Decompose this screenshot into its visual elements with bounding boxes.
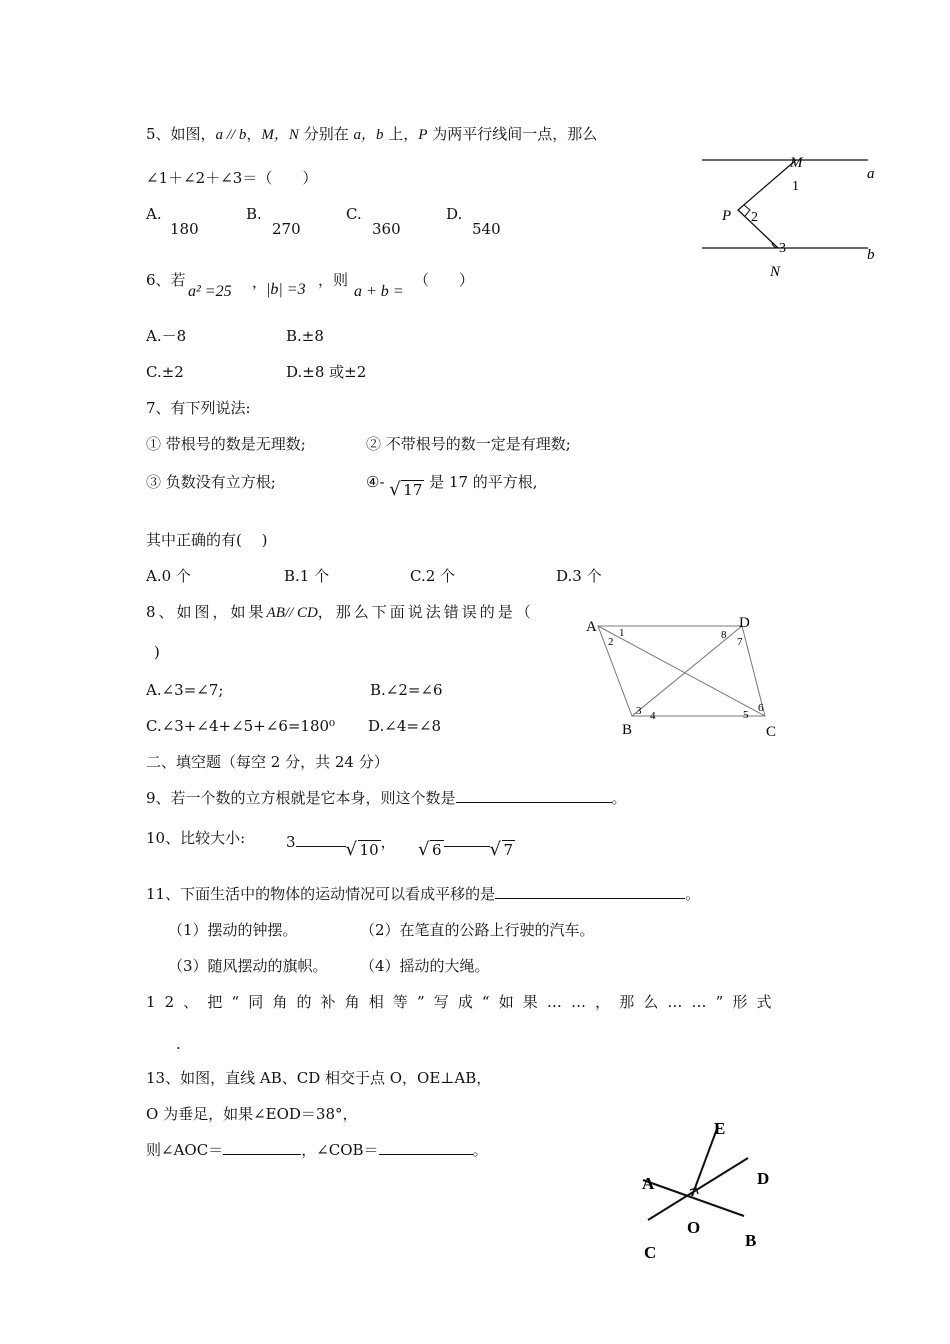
line-cd bbox=[648, 1158, 748, 1220]
q5-expression: ∠1＋∠2＋∠3＝（ ） bbox=[146, 169, 318, 187]
q11: 11、下面生活中的物体的运动情况可以看成平移的是 。 bbox=[146, 885, 701, 903]
label-B: B bbox=[745, 1231, 757, 1250]
q10-blank-1[interactable] bbox=[296, 836, 346, 847]
q11-option-2: （2）在笔直的公路上行驶的汽车。 bbox=[360, 921, 595, 939]
q7-statement-4: ④- √ 17 是 17 的平方根, bbox=[366, 473, 538, 500]
q5-value-c: 360 bbox=[372, 220, 401, 238]
q11-option-1: （1）摆动的钟摆。 bbox=[168, 921, 298, 939]
q8-stem: 8、如图，如果AB// CD，那么下面说法错误的是（ bbox=[146, 603, 534, 621]
q7-option-a: A.0 个 bbox=[146, 567, 191, 585]
q6-option-a: A.－8 bbox=[146, 327, 187, 345]
q13-blank-cob[interactable] bbox=[379, 1140, 473, 1155]
label-A: A bbox=[642, 1174, 655, 1193]
q10-compare-1: 3 √ 10 ， bbox=[286, 833, 396, 860]
q8-option-d: D.∠4=∠8 bbox=[368, 717, 442, 735]
label-E: E bbox=[714, 1119, 726, 1138]
q7-statement-1: ① 带根号的数是无理数; bbox=[146, 435, 306, 453]
label-1: 1 bbox=[792, 179, 799, 194]
label-8: 8 bbox=[721, 629, 727, 641]
q8-close: ) bbox=[154, 643, 160, 661]
label-5: 5 bbox=[743, 709, 749, 721]
path-mpn bbox=[738, 160, 796, 248]
q6-option-c: C.±2 bbox=[146, 363, 184, 381]
label-a: a bbox=[867, 166, 875, 182]
q5-option-a: A. bbox=[146, 205, 162, 223]
label-3: 3 bbox=[636, 705, 642, 717]
q13-line-2: O 为垂足，如果∠EOD＝38°， bbox=[146, 1105, 358, 1123]
q6-paren: （ ） bbox=[414, 271, 475, 289]
q5-option-c: C. bbox=[346, 205, 362, 223]
q10-blank-2[interactable] bbox=[444, 836, 490, 847]
label-D: D bbox=[757, 1169, 770, 1188]
q5-option-b: B. bbox=[246, 205, 262, 223]
q10-compare-2 bbox=[418, 832, 515, 860]
q6-option-b: B.±8 bbox=[286, 327, 324, 345]
label-2: 2 bbox=[751, 210, 758, 225]
q7-option-c: C.2 个 bbox=[410, 567, 456, 585]
label-C: C bbox=[766, 724, 777, 740]
q6-option-d: D.±8 或±2 bbox=[286, 363, 367, 381]
q7-stem: 7、有下列说法: bbox=[146, 399, 251, 417]
q13-blank-aoc[interactable] bbox=[223, 1140, 301, 1155]
q12: 12、把“同角的补角相等”写成“如果……，那么……”形式 bbox=[146, 993, 781, 1011]
q13-line-3: 则∠AOC＝ ，∠COB＝ 。 bbox=[146, 1141, 488, 1159]
angle-mark-2 bbox=[744, 205, 750, 216]
q11-answer-blank[interactable] bbox=[495, 884, 685, 899]
label-C: C bbox=[644, 1243, 657, 1262]
label-1: 1 bbox=[619, 627, 625, 639]
q11-option-3: （3）随风摆动的旗帜。 bbox=[168, 957, 328, 975]
q7-which: 其中正确的有( ) bbox=[146, 531, 268, 549]
q6-a-squared: a² =25 bbox=[188, 283, 232, 300]
sqrt-6: √ 6 bbox=[418, 839, 442, 860]
q6-a-plus-b: a + b = bbox=[354, 283, 404, 300]
q7-option-d: D.3 个 bbox=[556, 567, 602, 585]
q11-option-4: （4）摇动的大绳。 bbox=[360, 957, 490, 975]
q8-figure bbox=[580, 610, 790, 745]
q6-abs-b: |b| =3 bbox=[266, 281, 306, 298]
q9: 9、若一个数的立方根就是它本身，则这个数是 。 bbox=[146, 789, 627, 807]
q6-comma: ， bbox=[252, 273, 268, 291]
q8-option-c: C.∠3+∠4+∠5+∠6=180⁰ bbox=[146, 717, 336, 735]
label-m: M bbox=[790, 155, 803, 171]
q7-statement-3: ③ 负数没有立方根; bbox=[146, 473, 276, 491]
label-A: A bbox=[586, 619, 597, 635]
q5-value-b: 270 bbox=[272, 220, 301, 238]
label-B: B bbox=[622, 722, 633, 738]
label-O: O bbox=[687, 1218, 701, 1237]
label-p: P bbox=[722, 208, 732, 224]
q13-line-1: 13、如图，直线 AB、CD 相交于点 O，OE⊥AB， bbox=[146, 1069, 492, 1087]
q8-option-b: B.∠2=∠6 bbox=[370, 681, 443, 699]
q8-option-a: A.∠3=∠7; bbox=[146, 681, 224, 699]
q9-answer-blank[interactable] bbox=[456, 788, 612, 803]
q5-figure bbox=[690, 140, 890, 290]
q5-option-d: D. bbox=[446, 205, 463, 223]
q7-option-b: B.1 个 bbox=[284, 567, 330, 585]
label-b: b bbox=[867, 247, 875, 263]
section-2-heading: 二、填空题（每空 2 分，共 24 分） bbox=[146, 753, 389, 771]
q6-then: ，则 bbox=[318, 271, 349, 289]
sqrt-17: √ 17 bbox=[389, 479, 423, 500]
sqrt-10: √ 10 bbox=[345, 839, 379, 860]
label-2: 2 bbox=[608, 636, 614, 648]
sqrt-7: √ 7 bbox=[489, 839, 514, 860]
q5-value-d: 540 bbox=[472, 220, 501, 238]
q5-stem: 5、如图，a // b，M，N 分别在 a，b 上，P 为两平行线间一点，那么 bbox=[146, 125, 598, 143]
label-6: 6 bbox=[758, 702, 764, 714]
label-4: 4 bbox=[650, 710, 656, 722]
line-ab bbox=[643, 1180, 744, 1216]
q6-stem: 6、若 bbox=[146, 271, 186, 289]
label-7: 7 bbox=[737, 636, 743, 648]
q7-statement-2: ② 不带根号的数一定是有理数; bbox=[366, 435, 571, 453]
label-3: 3 bbox=[779, 241, 786, 256]
label-n: N bbox=[770, 264, 781, 280]
q10: 10、比较大小: bbox=[146, 829, 246, 847]
q12-dot: . bbox=[176, 1035, 181, 1053]
label-D: D bbox=[739, 615, 750, 631]
q13-figure bbox=[630, 1110, 790, 1270]
q5-value-a: 180 bbox=[170, 220, 199, 238]
